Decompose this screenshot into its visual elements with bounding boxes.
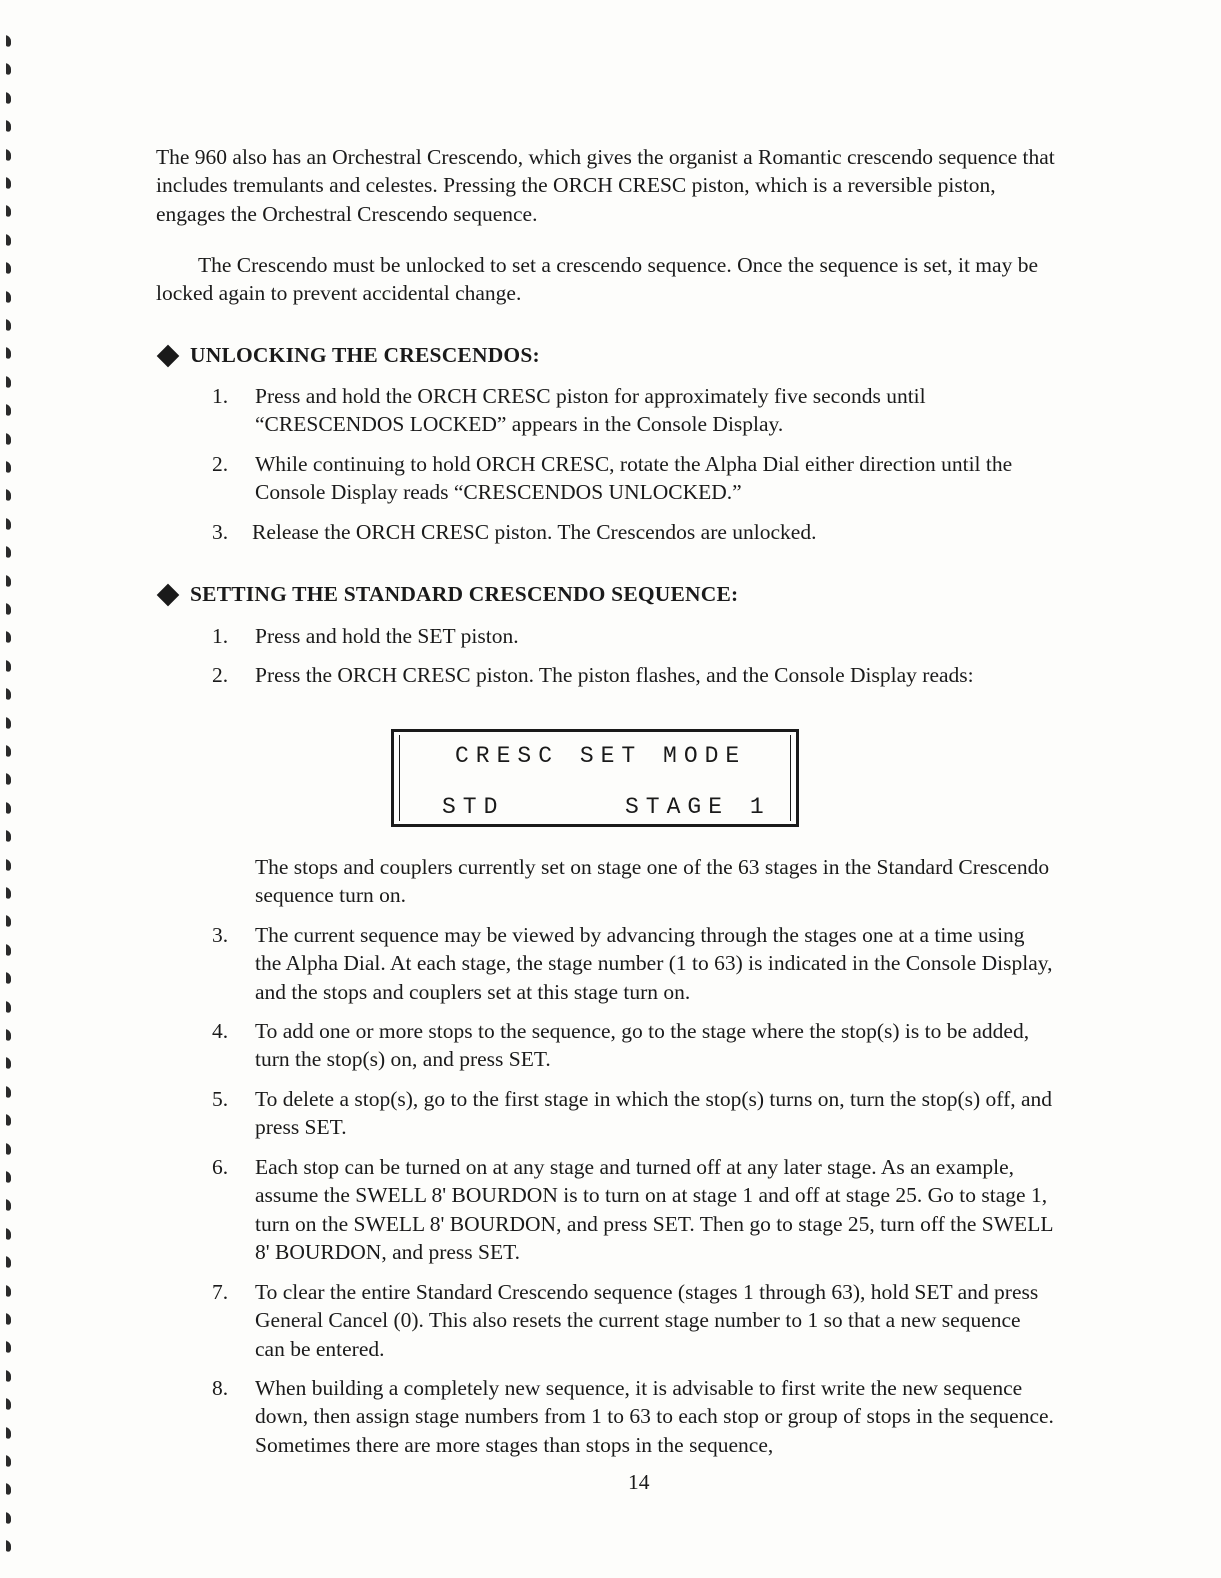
- binding-hole-mark: [6, 887, 11, 900]
- display-stage: STAGE 1: [625, 794, 771, 820]
- binding-hole-mark: [6, 1427, 11, 1440]
- binding-hole-mark: [6, 1199, 11, 1212]
- binding-hole-mark: [6, 1370, 11, 1383]
- binding-hole-mark: [6, 92, 11, 105]
- binding-hole-mark: [6, 291, 11, 304]
- step-number: 6.: [212, 1155, 229, 1179]
- binding-hole-mark: [6, 120, 11, 133]
- step-text: To clear the entire Standard Crescendo sequence (stages 1 through 63), hold SET and press General Cancel (0). This also resets the current stage number to 1 so that a new sequence can be entered.: [255, 1280, 1039, 1361]
- unlocking-heading-text: UNLOCKING THE CRESCENDOS:: [190, 343, 540, 367]
- step-number: 3.: [212, 520, 229, 544]
- binding-hole-mark: [6, 376, 11, 389]
- binding-hole-mark: [6, 319, 11, 332]
- binding-hole-mark: [6, 688, 11, 701]
- display-line-1: CRESC SET MODE: [455, 743, 747, 769]
- unlocking-heading: [156, 343, 540, 368]
- step-text: Press and hold the ORCH CRESC piston for approximately five seconds until “CRESCENDOS LOCKED” appears in the Console Display.: [255, 384, 926, 437]
- binding-hole-mark: [6, 1540, 11, 1553]
- intro-paragraph-1: The 960 also has an Orchestral Crescendo, which gives the organist a Romantic crescendo sequence that includes tremulants and celestes. Pressing the ORCH CRESC piston, which is a reversible piston, engages the Orchestral Crescendo sequence.: [156, 145, 1055, 226]
- binding-hole-mark: [6, 1228, 11, 1241]
- console-display: [391, 729, 799, 827]
- binding-hole-mark: [6, 404, 11, 417]
- binding-hole-mark: [6, 1114, 11, 1127]
- binding-hole-mark: [6, 489, 11, 502]
- step-text: While continuing to hold ORCH CRESC, rotate the Alpha Dial either direction until the Console Display reads “CRESCENDOS UNLOCKED.”: [255, 452, 1013, 505]
- binding-hole-mark: [6, 1483, 11, 1496]
- binding-hole-mark: [6, 546, 11, 559]
- step-number: 2.: [212, 663, 229, 687]
- binding-hole-mark: [6, 63, 11, 76]
- binding-hole-mark: [6, 1285, 11, 1298]
- page-number: 14: [628, 1470, 650, 1494]
- step-number: 8.: [212, 1376, 229, 1400]
- stops-couplers-paragraph: The stops and couplers currently set on stage one of the 63 stages in the Standard Crescendo sequence turn on.: [255, 855, 1050, 908]
- binding-hole-mark: [6, 802, 11, 815]
- binding-hole-mark: [6, 631, 11, 644]
- binding-hole-mark: [6, 35, 11, 48]
- diamond-bullet-icon: [157, 344, 180, 367]
- step-number: 4.: [212, 1019, 229, 1043]
- binding-hole-mark: [6, 1398, 11, 1411]
- binding-hole-mark: [6, 1086, 11, 1099]
- binding-hole-mark: [6, 603, 11, 616]
- step-number: 1.: [212, 624, 229, 648]
- step-text: The current sequence may be viewed by advancing through the stages one at a time using the Alpha Dial. At each stage, the stage number (1 to 63) is indicated in the Console Display, and the stops and couplers set at this stage turn on.: [255, 923, 1053, 1004]
- console-display-inner: [399, 735, 791, 821]
- step-text: Each stop can be turned on at any stage and turned off at any later stage. As an example, assume the SWELL 8' BOURDON is to turn on at stage 1 and off at stage 25. Go to stage 1, turn on the SWELL 8' BOURDON, and press SET. Then go to stage 25, turn off the SWELL 8' BOURDON, and press SET.: [255, 1155, 1053, 1265]
- step-text: Press the ORCH CRESC piston. The piston flashes, and the Console Display reads:: [255, 663, 974, 687]
- display-mode: STD: [442, 794, 505, 820]
- step-number: 7.: [212, 1280, 229, 1304]
- binding-hole-mark: [6, 433, 11, 446]
- binding-hole-mark: [6, 1001, 11, 1014]
- binding-hole-mark: [6, 1143, 11, 1156]
- intro-paragraph-2: The Crescendo must be unlocked to set a crescendo sequence. Once the sequence is set, it may be locked again to prevent accidental change.: [156, 253, 1038, 306]
- binding-hole-mark: [6, 972, 11, 985]
- binding-hole-mark: [6, 262, 11, 275]
- setting-heading-text: SETTING THE STANDARD CRESCENDO SEQUENCE:: [190, 582, 739, 606]
- binding-hole-mark: [6, 234, 11, 247]
- binding-hole-mark: [6, 177, 11, 190]
- step-number: 1.: [212, 384, 229, 408]
- step-number: 3.: [212, 923, 229, 947]
- step-number: 5.: [212, 1087, 229, 1111]
- step-text: Press and hold the SET piston.: [255, 624, 519, 648]
- binding-hole-mark: [6, 660, 11, 673]
- step-number: 2.: [212, 452, 229, 476]
- binding-hole-mark: [6, 1455, 11, 1468]
- step-text: To add one or more stops to the sequence, go to the stage where the stop(s) is to be added, turn the stop(s) on, and press SET.: [255, 1019, 1030, 1072]
- binding-hole-mark: [6, 717, 11, 730]
- diamond-bullet-icon: [157, 583, 180, 606]
- binding-hole-mark: [6, 1057, 11, 1070]
- binding-hole-mark: [6, 518, 11, 531]
- setting-heading: [156, 582, 738, 607]
- binding-hole-mark: [6, 859, 11, 872]
- step-text: Release the ORCH CRESC piston. The Crescendos are unlocked.: [252, 520, 817, 544]
- binding-hole-mark: [6, 1341, 11, 1354]
- binding-hole-mark: [6, 1171, 11, 1184]
- binding-hole-mark: [6, 347, 11, 360]
- binding-hole-mark: [6, 149, 11, 162]
- binding-hole-mark: [6, 1029, 11, 1042]
- binding-hole-mark: [6, 1256, 11, 1269]
- binding-hole-mark: [6, 830, 11, 843]
- step-text: To delete a stop(s), go to the first stage in which the stop(s) turns on, turn the stop(s) off, and press SET.: [255, 1087, 1053, 1140]
- binding-hole-mark: [6, 915, 11, 928]
- binding-hole-mark: [6, 1313, 11, 1326]
- binding-hole-mark: [6, 461, 11, 474]
- binding-hole-mark: [6, 745, 11, 758]
- binding-hole-mark: [6, 773, 11, 786]
- binding-hole-mark: [6, 205, 11, 218]
- binding-hole-mark: [6, 1512, 11, 1525]
- binding-hole-mark: [6, 575, 11, 588]
- binding-hole-mark: [6, 944, 11, 957]
- binding-holes: [4, 36, 18, 1566]
- step-text: When building a completely new sequence, it is advisable to first write the new sequence down, then assign stage numbers from 1 to 63 to each stop or group of stops in the sequence. Sometimes there are more stages than stops in the sequence,: [255, 1376, 1054, 1457]
